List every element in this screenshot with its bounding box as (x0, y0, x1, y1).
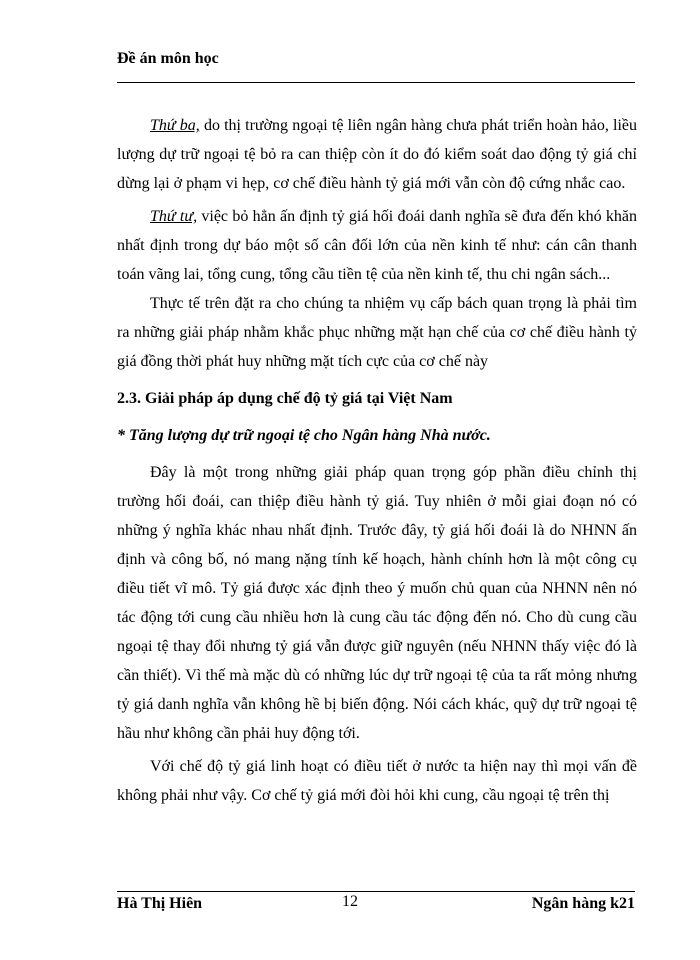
paragraph-text: việc bỏ hẳn ấn định tỷ giá hối đoái danh nghĩa sẽ đưa đến khó khăn nhất định trong dự báo một số cân đối lớn của nền kinh tế như: cán cân thanh toán vãng lai, tổng cung, tổng cầu tiền tệ của nền kinh tế, thu chi ngân sách... (117, 208, 638, 283)
section-heading: 2.3. Giải pháp áp dụng chế độ tỷ giá tại Việt Nam (117, 390, 453, 407)
paragraph-flexible-regime: Với chế độ tỷ giá linh hoạt có điều tiết ở nước ta hiện nay thì mọi vấn đề không phải như vậy. Cơ chế tỷ giá mới đòi hỏi khi cung, cầu ngoại tệ trên thị (117, 758, 637, 804)
header-title: Đề án môn học (117, 50, 219, 67)
paragraph-lead-fourth: Thứ tư, (150, 208, 198, 225)
footer-author: Hà Thị Hiên (117, 895, 203, 912)
page-number: 12 (342, 893, 358, 910)
section-subheading: * Tăng lượng dự trữ ngoại tệ cho Ngân hàng Nhà nước. (117, 427, 491, 444)
paragraph-conclusion: Thực tế trên đặt ra cho chúng ta nhiệm vụ cấp bách quan trọng là phải tìm ra những giải pháp nhằm khắc phục những mặt hạn chế của cơ chế điều hành tỷ giá đồng thời phát huy những mặt tích cực của cơ chế này (117, 295, 637, 370)
paragraph-reserve-solution: Đây là một trong những giải pháp quan trọng góp phần điều chỉnh thị trường hối đoái, can thiệp điều hành tỷ giá. Tuy nhiên ở mỗi giai đoạn nó có những ý nghĩa khác nhau nhất định. Trước đây, tỷ giá hối đoái là do NHNN ấn định và công bố, nó mang nặng tính kế hoạch, hành chính hơn là một công cụ điều tiết vĩ mô. Tỷ giá được xác định theo ý muốn chủ quan của NHNN nên nó tác động tới cung cầu nhiều hơn là cung cầu tác động đến nó. Cho dù cung cầu ngoại tệ thay đổi nhưng tỷ giá vẫn được giữ nguyên (nếu NHNN thấy việc đó là cần thiết). Vì thế mà mặc dù có những lúc dự trữ ngoại tệ của ta rất mỏng nhưng tỷ giá danh nghĩa vẫn không hề bị biến động. Nói cách khác, quỹ dự trữ ngoại tệ hầu như không cần phải huy động tới. (117, 464, 637, 742)
footer-class-name: Ngân hàng k21 (531, 895, 635, 912)
paragraph-text: do thị trường ngoại tệ liên ngân hàng chưa phát triển hoàn hảo, liều lượng dự trữ ngoại tệ bỏ ra can thiệp còn ít do đó kiểm soát dao động tỷ giá chỉ dừng lại ở phạm vi hẹp, cơ chế điều hành tỷ giá mới vẫn còn độ cứng nhắc cao. (117, 117, 637, 192)
document-body (117, 111, 637, 810)
footer-divider (117, 891, 635, 892)
paragraph-third-point (117, 111, 637, 198)
paragraph-fourth-point (117, 202, 637, 289)
paragraph-lead-third: Thứ ba, (150, 117, 200, 134)
header-divider (117, 82, 635, 83)
